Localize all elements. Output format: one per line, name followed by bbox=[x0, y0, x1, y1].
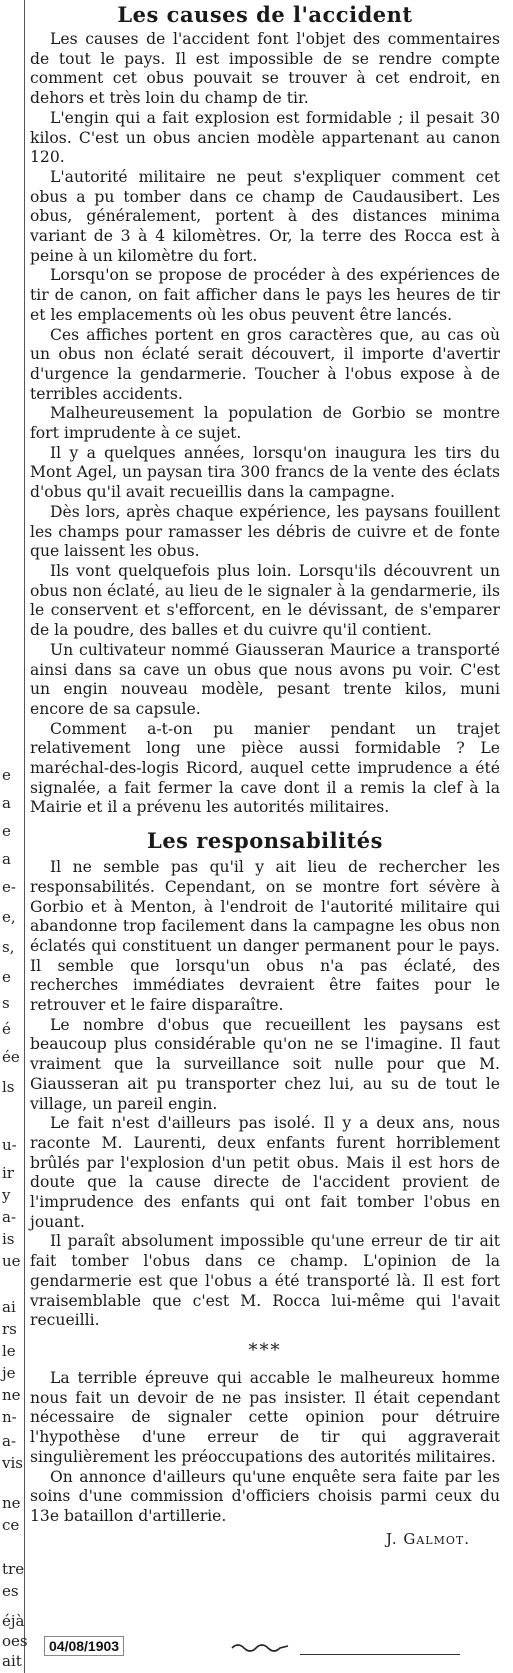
adjacent-column-fragment: ée bbox=[2, 1048, 20, 1066]
end-rule bbox=[300, 1654, 460, 1655]
paragraph: Il y a quelques années, lorsqu'on inaugura les tirs du Mont Agel, un paysan tira 300 francs de la vente des éclats d'obus qu'il avait recueillis dans la campagne. bbox=[30, 443, 500, 502]
paragraph: Un cultivateur nommé Giausseran Maurice a transporté ainsi dans sa cave un obus que nous avons pu voir. C'est un engin nouveau modèle, pesant trente kilos, muni encore de sa capsule. bbox=[30, 640, 500, 718]
adjacent-column-fragment: ai bbox=[2, 1298, 16, 1316]
adjacent-column-edge bbox=[0, 0, 28, 1673]
end-flourish-ornament bbox=[230, 1640, 290, 1654]
adjacent-column-fragment: éjà bbox=[2, 1612, 25, 1630]
adjacent-column-fragment: ir bbox=[2, 1164, 14, 1182]
paragraph: Lorsqu'on se propose de procéder à des expériences de tir de canon, on fait afficher dans le pays les heures de tir et les emplacements où les obus peuvent être lancés. bbox=[30, 266, 500, 324]
adjacent-column-fragment: é bbox=[2, 1020, 11, 1038]
adjacent-column-fragment: s bbox=[2, 994, 10, 1012]
adjacent-column-fragment: le bbox=[2, 1342, 16, 1360]
adjacent-column-fragment: oes bbox=[2, 1632, 28, 1650]
adjacent-column-fragment: tre bbox=[2, 1560, 25, 1578]
section-conclusion bbox=[30, 1369, 500, 1527]
adjacent-column-fragment: u- bbox=[2, 1136, 17, 1154]
adjacent-column-fragment: rs bbox=[2, 1320, 17, 1338]
adjacent-column-fragment: a bbox=[2, 794, 11, 812]
paragraph: L'engin qui a fait explosion est formidable ; il pesait 30 kilos. C'est un obus ancien modèle appartenant au canon 120. bbox=[30, 108, 500, 167]
adjacent-column-fragment: e, bbox=[2, 908, 16, 926]
archive-date-stamp: 04/08/1903 bbox=[44, 1636, 124, 1656]
section-responsabilites bbox=[30, 858, 500, 1331]
adjacent-column-fragment: e bbox=[2, 822, 11, 840]
adjacent-column-fragment: s, bbox=[2, 938, 15, 956]
adjacent-column-fragment: je bbox=[2, 1364, 16, 1382]
article-heading-causes: Les causes de l'accident bbox=[117, 2, 413, 27]
adjacent-column-fragment: e bbox=[2, 766, 11, 784]
paragraph: Comment a-t-on pu manier pendant un trajet relativement long une pièce aussi formidable ? Le maréchal-des-logis Ricord, auquel cette imprudence a été signalée, a fait fermer la cave dont il a remis la clef à la Mairie et il a prévenu les autorités militaires. bbox=[30, 719, 500, 817]
paragraph: Il ne semble pas qu'il y ait lieu de rechercher les responsabilités. Cependant, on se montre fort sévère à Gorbio et à Menton, à l'endroit de l'autorité militaire qui abandonne trop facilement dans la campagne les obus non éclatés qui constituent un danger permanent pour le pays. Il semble que lorsqu'un obus n'a pas éclaté, des recherches immédiates devraient être faites pour le retrouver et le faire disparaître. bbox=[30, 858, 500, 1015]
adjacent-column-fragment: e bbox=[2, 968, 11, 986]
adjacent-column-fragment: ait bbox=[2, 1652, 22, 1670]
adjacent-column-fragment: a- bbox=[2, 1208, 17, 1226]
adjacent-column-fragment: ne bbox=[2, 1386, 21, 1404]
paragraph: L'autorité militaire ne peut s'expliquer comment cet obus a pu tomber dans ce champ de Caudausibert. Les obus, généralement, portent à des distances minima variant de 3 à 4 kilomètres. Or, la terre des Rocca est à peine à un kilomètre du fort. bbox=[30, 167, 500, 265]
adjacent-column-fragment: y bbox=[2, 1186, 11, 1204]
paragraph: Ces affiches portent en gros caractères que, au cas où un obus non éclaté serait découvert, il importe d'avertir d'urgence la gendarmerie. Toucher à l'obus expose à de terribles accidents. bbox=[30, 325, 500, 403]
adjacent-column-fragment: ce bbox=[2, 1516, 20, 1534]
adjacent-column-fragment: es bbox=[2, 1582, 19, 1600]
paragraph: Le fait n'est d'ailleurs pas isolé. Il y a deux ans, nous raconte M. Laurenti, deux enfants furent horriblement brûlés par l'explosion d'un petit obus. Mais il est hors de doute que la cause directe de l'accident provient de l'imprudence des enfants qui ont fait tomber l'obus en jouant. bbox=[30, 1114, 500, 1231]
paragraph: Il paraît absolument impossible qu'une erreur de tir ait fait tomber l'obus dans ce champ. L'opinion de la gendarmerie est que l'obus a été transporté là. Il est fort vraisemblable que c'est M. Rocca lui-même qui l'avait recueilli. bbox=[30, 1232, 500, 1330]
article-heading-responsabilites: Les responsabilités bbox=[147, 828, 383, 854]
adjacent-column-fragment: e- bbox=[2, 878, 16, 896]
adjacent-column-fragment: vis bbox=[2, 1454, 23, 1472]
section-separator-asterisms: *** bbox=[248, 1340, 282, 1361]
section-causes bbox=[30, 30, 500, 818]
adjacent-column-fragment: ne bbox=[2, 1494, 21, 1512]
paragraph: Dès lors, après chaque expérience, les paysans fouillent les champs pour ramasser les débris de cuivre et de fonte que laissent les obus. bbox=[30, 502, 500, 561]
paragraph: Malheureusement la population de Gorbio se montre fort imprudente à ce sujet. bbox=[30, 404, 500, 443]
adjacent-column-fragment: ue bbox=[2, 1252, 21, 1270]
adjacent-column-fragment: n- bbox=[2, 1408, 17, 1426]
paragraph: Le nombre d'obus que recueillent les paysans est beaucoup plus considérable qu'on ne se l'imagine. Il faut vraiment que la surveillance soit nulle pour que M. Giausseran ait pu transporter chez lui, au su de tout le village, un pareil engin. bbox=[30, 1015, 500, 1113]
article-column bbox=[30, 2, 500, 1549]
adjacent-column-fragment: a- bbox=[2, 1432, 17, 1450]
paragraph: Ils vont quelquefois plus loin. Lorsqu'ils découvrent un obus non éclaté, au lieu de le signaler à la gendarmerie, ils le conservent et s'efforcent, en le dévissant, de s'emparer de la poudre, des balles et du cuivre qu'il contient. bbox=[30, 561, 500, 640]
paragraph: La terrible épreuve qui accable le malheureux homme nous fait un devoir de ne pas insister. Il était cependant nécessaire de signaler cette opinion pour détruire l'hypothèse d'une erreur de tir qui aggraverait singulièrement les préoccupations des autorités militaires. bbox=[30, 1369, 500, 1466]
paragraph: On annonce d'ailleurs qu'une enquête sera faite par les soins d'une commission d'officiers choisis parmi ceux du 13e bataillon d'artillerie. bbox=[30, 1467, 500, 1525]
adjacent-column-fragment: a bbox=[2, 850, 11, 868]
author-signature: J. Galmot. bbox=[385, 1529, 470, 1548]
adjacent-column-fragment: is bbox=[2, 1230, 15, 1248]
paragraph: Les causes de l'accident font l'objet des commentaires de tout le pays. Il est impossible de se rendre compte comment cet obus pouvait se trouver à cet endroit, en dehors et très loin du champ de tir. bbox=[30, 30, 500, 108]
adjacent-column-fragment: ls bbox=[2, 1078, 15, 1096]
